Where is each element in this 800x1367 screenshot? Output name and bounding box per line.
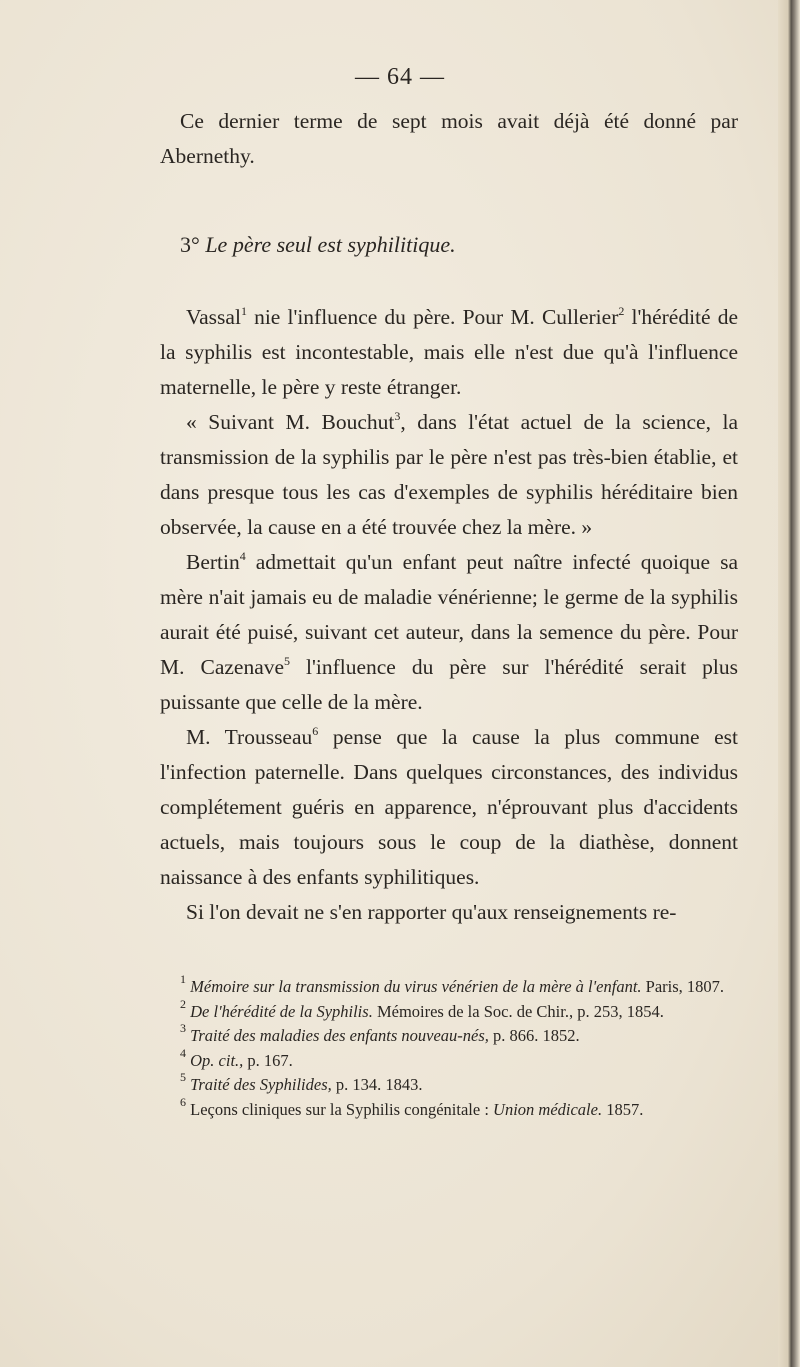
text-run: Vassal <box>186 305 241 329</box>
text-run: l'hérédité de la syphilis est incontestable, mais elle n'est due qu'à l'influence maternelle, le père y reste étranger. <box>160 305 738 399</box>
footnote-text: Mémoires de la Soc. de Chir., p. 253, 1854. <box>372 1001 664 1021</box>
footnote-number: 6 <box>180 1094 186 1109</box>
footnote-ref: 1 <box>240 304 247 318</box>
footnote-1 <box>160 972 740 1000</box>
intro-paragraph <box>160 104 738 174</box>
text-run: « Suivant M. Bouchut <box>186 410 395 434</box>
footnote-6 <box>160 1094 740 1123</box>
footnote-title: Union médicale. <box>493 1099 603 1119</box>
footnote-number: 3 <box>180 1021 186 1035</box>
footnote-text: 1857. <box>602 1099 644 1119</box>
footnote-title: De l'hérédité de la Syphilis. <box>190 1001 373 1021</box>
footnote-5 <box>160 1070 740 1098</box>
footnote-title: Op. cit., <box>190 1050 244 1070</box>
intro-text: Ce dernier terme de sept mois avait déjà été donné par Abernethy. <box>160 109 738 168</box>
footnote-title: Mémoire sur la transmission du virus vénérien de la mère à l'enfant. <box>190 977 642 996</box>
text-run: M. Trousseau <box>186 725 313 749</box>
footnote-3 <box>160 1021 740 1049</box>
footnote-ref: 3 <box>394 409 401 423</box>
footnote-number: 4 <box>180 1045 186 1060</box>
footnote-text: p. 167. <box>243 1050 293 1070</box>
section-title: Le père seul est syphilitique. <box>205 232 456 257</box>
text-run: l'influence du père sur l'hérédité serait plus puissante que celle de la mère. <box>160 655 738 714</box>
text-run: Si l'on devait ne s'en rapporter qu'aux renseignements re- <box>186 900 677 924</box>
paragraph-5 <box>160 895 738 930</box>
footnote-title: Traité des Syphilides, <box>190 1075 332 1094</box>
footnote-number: 5 <box>180 1070 186 1084</box>
paragraph-3 <box>160 545 738 720</box>
footnote-text: p. 134. 1843. <box>331 1075 423 1094</box>
paragraph-2 <box>160 405 738 545</box>
footnote-ref: 5 <box>284 654 291 668</box>
footnote-number: 2 <box>180 996 186 1011</box>
footnote-text: Leçons cliniques sur la Syphilis congénitale : <box>190 1099 494 1119</box>
section-heading <box>180 232 456 258</box>
footnote-2 <box>160 996 740 1025</box>
footnote-text: Paris, 1807. <box>641 977 725 996</box>
footnote-number: 1 <box>180 972 186 986</box>
paragraph-1 <box>160 300 738 405</box>
text-run: Bertin <box>186 550 240 574</box>
paragraph-4 <box>160 720 738 895</box>
footnote-ref: 2 <box>618 304 625 318</box>
footnote-4 <box>160 1045 740 1074</box>
footnotes <box>160 972 740 1122</box>
footnote-title: Traité des maladies des enfants nouveau-nés, <box>190 1026 489 1045</box>
section-number: 3° <box>180 232 200 257</box>
text-run: pense que la cause la plus commune est l'infection paternelle. Dans quelques circonstances, des individus complétement guéris en apparence, n'éprouvant plus d'accidents actuels, mais toujours sous le coup de la diathèse, donnent naissance à des enfants syphilitiques. <box>160 725 738 889</box>
footnote-text: p. 866. 1852. <box>488 1026 580 1045</box>
page-number: — 64 — <box>355 64 445 90</box>
text-run: admettait qu'un enfant peut naître infecté quoique sa mère n'ait jamais eu de maladie vénérienne; le germe de la syphilis aurait été puisé, suivant cet auteur, dans la semence du père. Pour M. Cazenave <box>160 550 738 679</box>
text-run: nie l'influence du père. Pour M. Cullerier <box>246 305 619 329</box>
text-run: , dans l'état actuel de la science, la transmission de la syphilis par le père n'est pas très-bien établie, et dans presque tous les cas d'exemples de syphilis héréditaire bien observée, la cause en a été trouvée chez la mère. » <box>160 410 739 539</box>
main-text <box>160 300 738 930</box>
footnote-ref: 6 <box>312 724 319 738</box>
footnote-ref: 4 <box>239 549 246 563</box>
page-edge <box>778 0 800 1367</box>
